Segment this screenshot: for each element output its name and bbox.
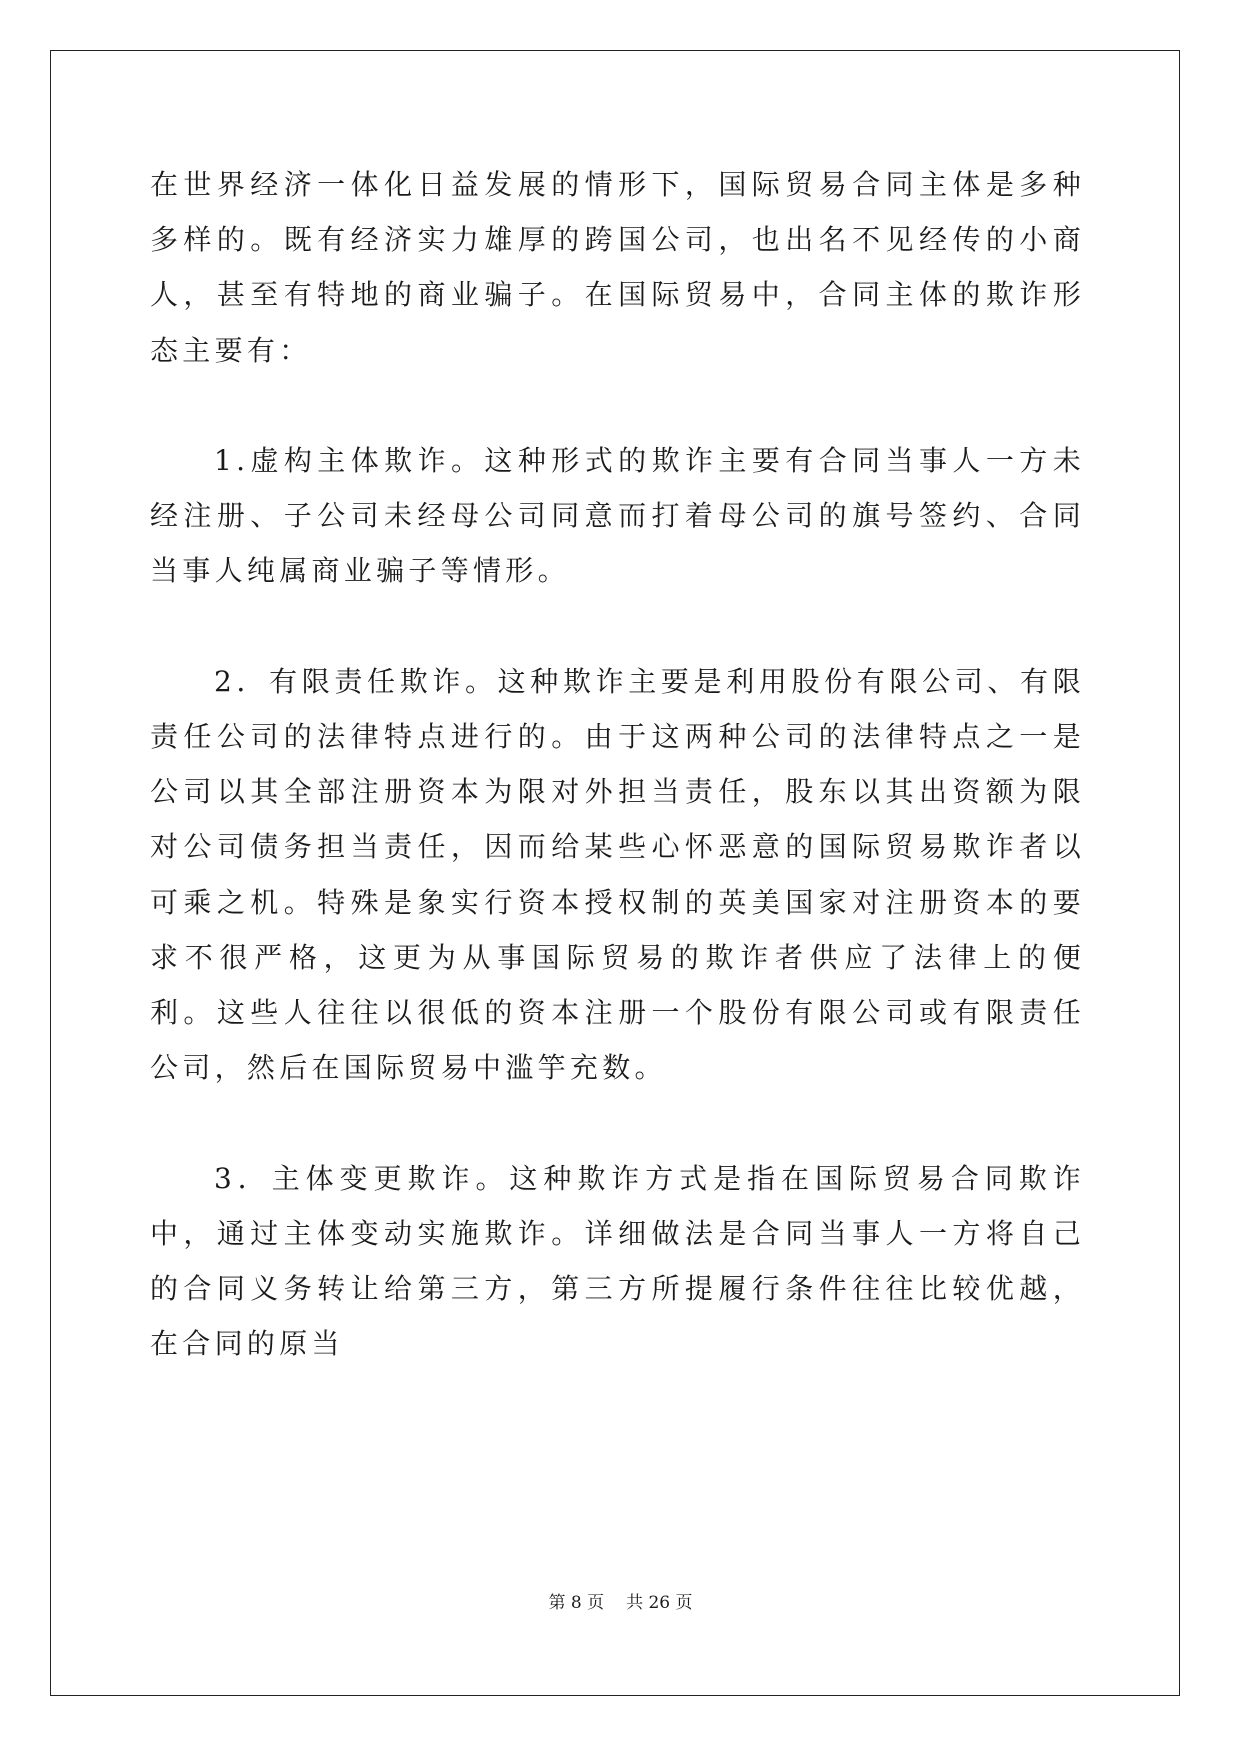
paragraph-item-2: 2．有限责任欺诈。这种欺诈主要是利用股份有限公司、有限责任公司的法律特点进行的。由于这两种公司的法律特点之一是公司以其全部注册资本为限对外担当责任，股东以其出资额为限对公司债务担当责任，因而给某些心怀恶意的国际贸易欺诈者以可乘之机。特殊是象实行资本授权制的英美国家对注册资本的要求不很严格，这更为从事国际贸易的欺诈者供应了法律上的便利。这些人往往以很低的资本注册一个股份有限公司或有限责任公司，然后在国际贸易中滥竽充数。 (150, 664, 1085, 1085)
page-number: 第 8 页 (548, 1593, 605, 1613)
paragraph-intro: 在世界经济一体化日益发展的情形下，国际贸易合同主体是多种多样的。既有经济实力雄厚的跨国公司，也出名不见经传的小商人，甚至有特地的商业骗子。在国际贸易中，合同主体的欺诈形态主要有： (150, 168, 1085, 367)
page-total: 共 26 页 (626, 1593, 693, 1613)
page-footer (0, 1588, 1241, 1613)
paragraph-item-3: 3．主体变更欺诈。这种欺诈方式是指在国际贸易合同欺诈中，通过主体变动实施欺诈。详细做法是合同当事人一方将自己的合同义务转让给第三方，第三方所提履行条件往往比较优越，在合同的原当 (150, 1161, 1085, 1361)
paragraph-item-1: 1.虚构主体欺诈。这种形式的欺诈主要有合同当事人一方未经注册、子公司未经母公司同意而打着母公司的旗号签约、合同当事人纯属商业骗子等情形。 (150, 444, 1085, 588)
document-body (150, 157, 1085, 1371)
